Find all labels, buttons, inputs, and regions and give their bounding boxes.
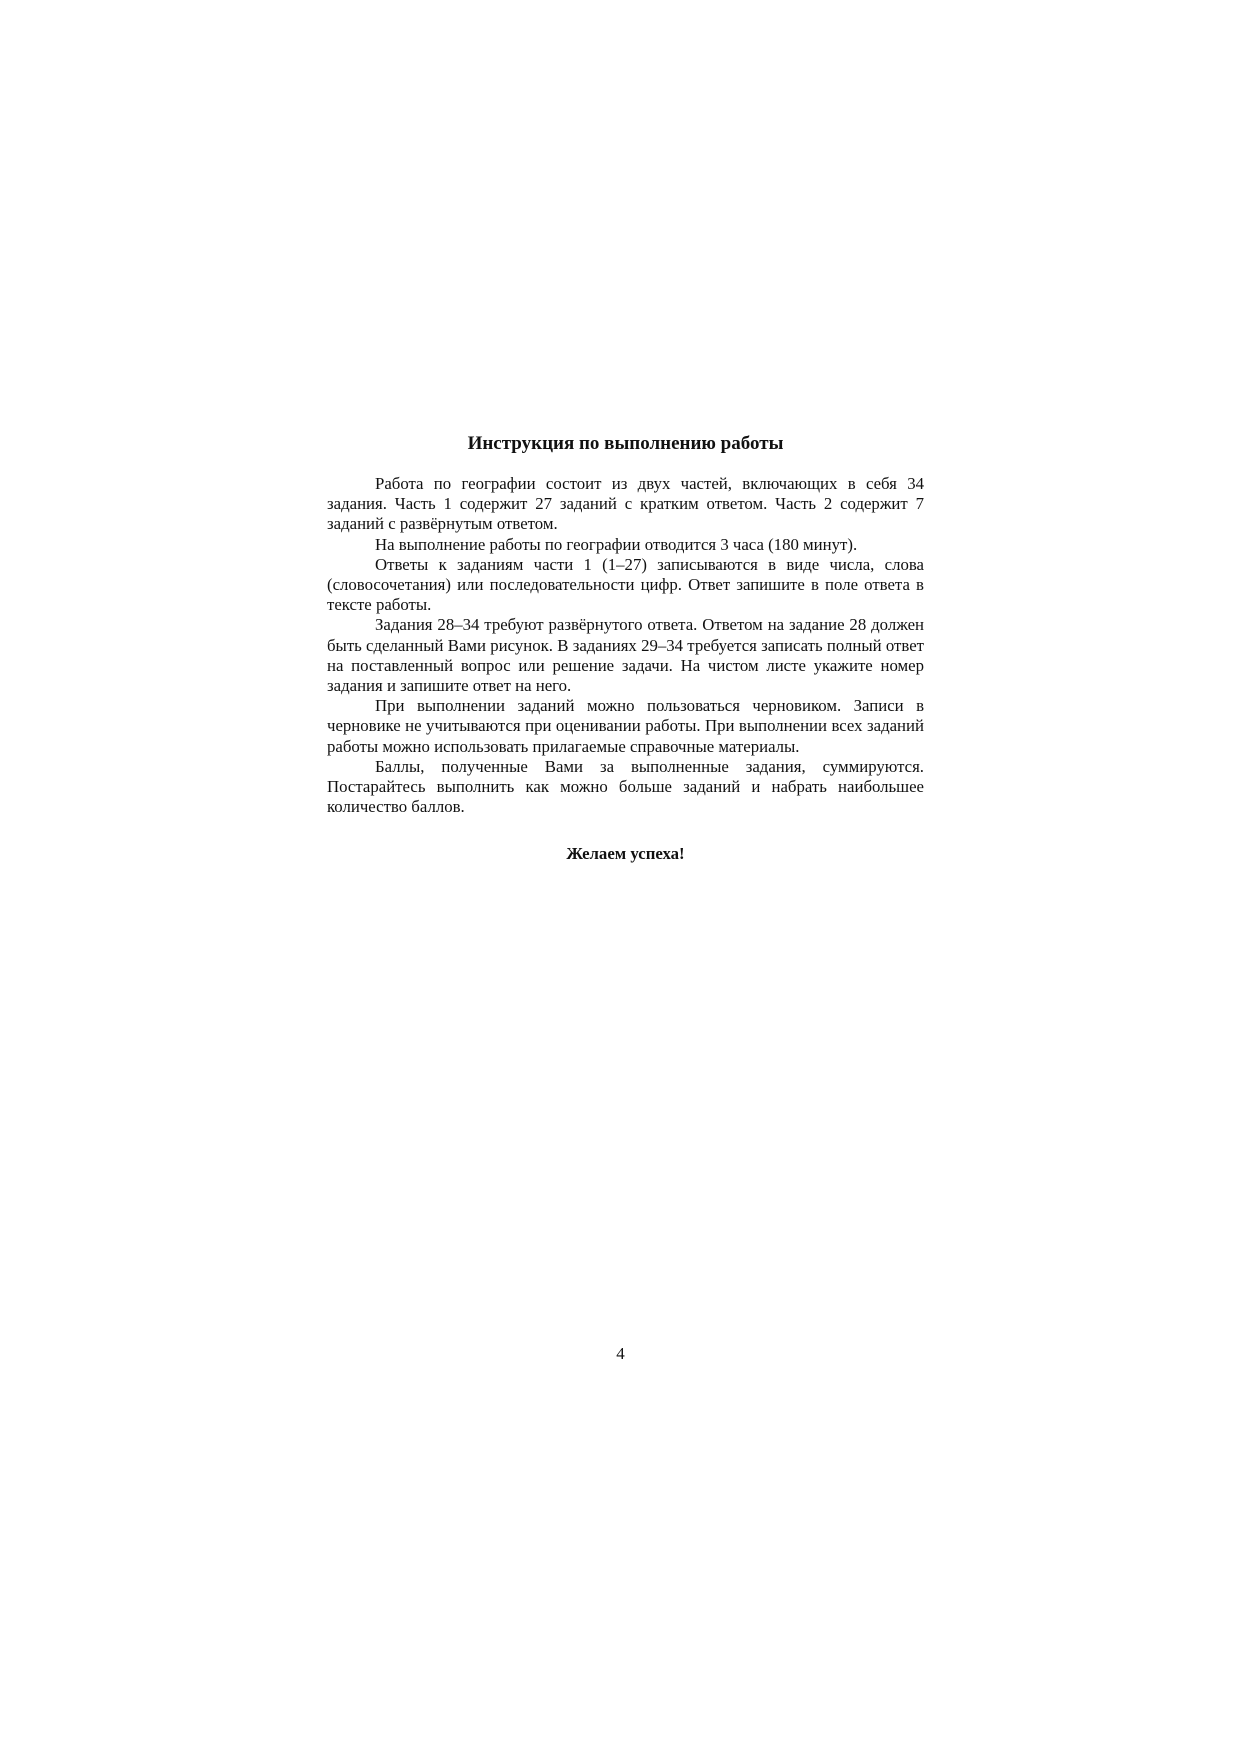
paragraph-part1-answers: Ответы к заданиям части 1 (1–27) записываются в виде числа, слова (словосочетания) или последовательности цифр. Ответ запишите в поле ответа в тексте работы.	[327, 554, 924, 615]
closing-wish: Желаем успеха!	[566, 844, 685, 864]
paragraph-scoring: Баллы, полученные Вами за выполненные задания, суммируются. Постарайтесь выполнить как можно больше заданий и набрать наибольшее количество баллов.	[327, 756, 924, 817]
page-title: Инструкция по выполнению работы	[467, 433, 784, 454]
paragraph-structure: Работа по географии состоит из двух частей, включающих в себя 34 задания. Часть 1 содержит 27 заданий с кратким ответом. Часть 2 содержит 7 заданий с развёрнутым ответом.	[327, 474, 924, 534]
paragraph-draft: При выполнении заданий можно пользоваться черновиком. Записи в черновике не учитываются при оценивании работы. При выполнении всех заданий работы можно использовать прилагаемые справочные материалы.	[327, 696, 924, 756]
page-number: 4	[616, 1344, 625, 1363]
instruction-block	[327, 432, 924, 865]
paragraph-duration: На выполнение работы по географии отводится 3 часа (180 минут).	[375, 534, 858, 554]
paragraph-part2-answers: Задания 28–34 требуют развёрнутого ответа. Ответом на задание 28 должен быть сделанный Вами рисунок. В заданиях 29–34 требуется записать полный ответ на поставленный вопрос или решение задачи. На чистом листе укажите номер задания и запишите ответ на него.	[327, 615, 924, 696]
